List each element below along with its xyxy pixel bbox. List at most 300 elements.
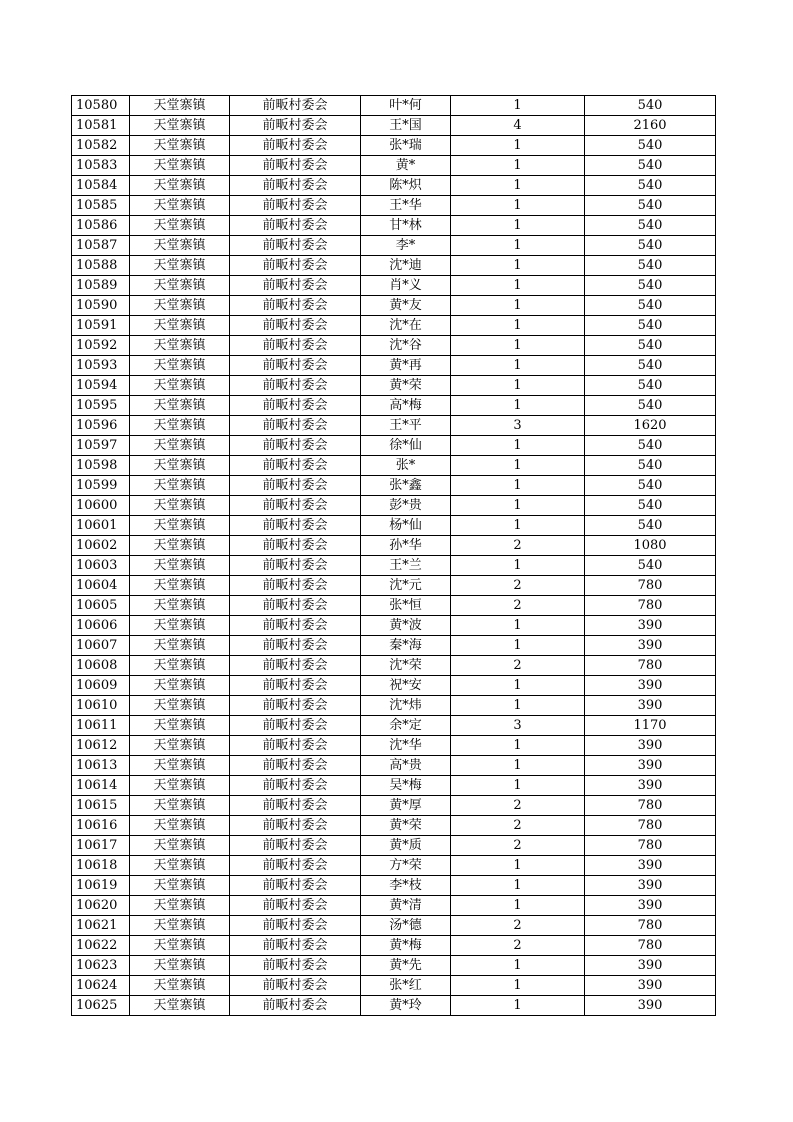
amount-cell: 540 (585, 136, 716, 156)
town-cell: 天堂寨镇 (130, 456, 230, 476)
count-cell: 1 (451, 516, 585, 536)
table-row (72, 596, 716, 616)
village-cell: 前畈村委会 (230, 756, 361, 776)
name-cell: 王*平 (361, 416, 451, 436)
amount-cell: 1080 (585, 536, 716, 556)
count-cell: 1 (451, 376, 585, 396)
name-cell: 黄*波 (361, 616, 451, 636)
table-row (72, 556, 716, 576)
name-cell: 方*荣 (361, 856, 451, 876)
table-row (72, 516, 716, 536)
name-cell: 沈*元 (361, 576, 451, 596)
village-cell: 前畈村委会 (230, 916, 361, 936)
town-cell: 天堂寨镇 (130, 656, 230, 676)
count-cell: 3 (451, 416, 585, 436)
name-cell: 黄*玲 (361, 996, 451, 1016)
village-cell: 前畈村委会 (230, 716, 361, 736)
name-cell: 徐*仙 (361, 436, 451, 456)
count-cell: 1 (451, 896, 585, 916)
table-row (72, 216, 716, 236)
count-cell: 1 (451, 276, 585, 296)
count-cell: 1 (451, 636, 585, 656)
town-cell: 天堂寨镇 (130, 176, 230, 196)
row-id-cell: 10624 (72, 976, 130, 996)
town-cell: 天堂寨镇 (130, 476, 230, 496)
table-row (72, 536, 716, 556)
name-cell: 秦*海 (361, 636, 451, 656)
table-row (72, 136, 716, 156)
town-cell: 天堂寨镇 (130, 896, 230, 916)
name-cell: 余*定 (361, 716, 451, 736)
row-id-cell: 10608 (72, 656, 130, 676)
table-row (72, 416, 716, 436)
amount-cell: 780 (585, 916, 716, 936)
amount-cell: 540 (585, 216, 716, 236)
count-cell: 1 (451, 396, 585, 416)
row-id-cell: 10615 (72, 796, 130, 816)
count-cell: 1 (451, 976, 585, 996)
count-cell: 1 (451, 96, 585, 116)
table-row (72, 696, 716, 716)
amount-cell: 390 (585, 896, 716, 916)
village-cell: 前畈村委会 (230, 416, 361, 436)
row-id-cell: 10583 (72, 156, 130, 176)
row-id-cell: 10591 (72, 316, 130, 336)
table-row (72, 736, 716, 756)
town-cell: 天堂寨镇 (130, 716, 230, 736)
amount-cell: 540 (585, 516, 716, 536)
village-cell: 前畈村委会 (230, 136, 361, 156)
table-row (72, 676, 716, 696)
name-cell: 黄*友 (361, 296, 451, 316)
row-id-cell: 10595 (72, 396, 130, 416)
town-cell: 天堂寨镇 (130, 796, 230, 816)
amount-cell: 540 (585, 436, 716, 456)
row-id-cell: 10620 (72, 896, 130, 916)
village-cell: 前畈村委会 (230, 636, 361, 656)
amount-cell: 540 (585, 316, 716, 336)
town-cell: 天堂寨镇 (130, 516, 230, 536)
name-cell: 黄*荣 (361, 816, 451, 836)
row-id-cell: 10599 (72, 476, 130, 496)
town-cell: 天堂寨镇 (130, 416, 230, 436)
amount-cell: 780 (585, 656, 716, 676)
village-cell: 前畈村委会 (230, 396, 361, 416)
village-cell: 前畈村委会 (230, 296, 361, 316)
row-id-cell: 10606 (72, 616, 130, 636)
count-cell: 4 (451, 116, 585, 136)
amount-cell: 390 (585, 696, 716, 716)
village-cell: 前畈村委会 (230, 236, 361, 256)
village-cell: 前畈村委会 (230, 456, 361, 476)
town-cell: 天堂寨镇 (130, 696, 230, 716)
table-row (72, 576, 716, 596)
town-cell: 天堂寨镇 (130, 336, 230, 356)
amount-cell: 390 (585, 856, 716, 876)
count-cell: 2 (451, 816, 585, 836)
name-cell: 陈*炽 (361, 176, 451, 196)
amount-cell: 780 (585, 796, 716, 816)
town-cell: 天堂寨镇 (130, 136, 230, 156)
amount-cell: 390 (585, 996, 716, 1016)
count-cell: 1 (451, 456, 585, 476)
count-cell: 1 (451, 556, 585, 576)
amount-cell: 2160 (585, 116, 716, 136)
amount-cell: 780 (585, 836, 716, 856)
amount-cell: 540 (585, 276, 716, 296)
table-row (72, 636, 716, 656)
table-row (72, 916, 716, 936)
row-id-cell: 10601 (72, 516, 130, 536)
amount-cell: 780 (585, 596, 716, 616)
town-cell: 天堂寨镇 (130, 196, 230, 216)
table-row (72, 296, 716, 316)
name-cell: 张*恒 (361, 596, 451, 616)
town-cell: 天堂寨镇 (130, 756, 230, 776)
name-cell: 王*国 (361, 116, 451, 136)
village-cell: 前畈村委会 (230, 536, 361, 556)
count-cell: 1 (451, 356, 585, 376)
count-cell: 1 (451, 696, 585, 716)
village-cell: 前畈村委会 (230, 116, 361, 136)
table-row (72, 236, 716, 256)
table-row (72, 156, 716, 176)
row-id-cell: 10610 (72, 696, 130, 716)
table-row (72, 876, 716, 896)
village-cell: 前畈村委会 (230, 956, 361, 976)
count-cell: 1 (451, 176, 585, 196)
village-cell: 前畈村委会 (230, 276, 361, 296)
table-row (72, 276, 716, 296)
village-cell: 前畈村委会 (230, 476, 361, 496)
town-cell: 天堂寨镇 (130, 436, 230, 456)
count-cell: 1 (451, 296, 585, 316)
row-id-cell: 10619 (72, 876, 130, 896)
village-cell: 前畈村委会 (230, 896, 361, 916)
amount-cell: 540 (585, 376, 716, 396)
table-body (72, 96, 716, 1016)
count-cell: 1 (451, 336, 585, 356)
town-cell: 天堂寨镇 (130, 576, 230, 596)
table-row (72, 196, 716, 216)
village-cell: 前畈村委会 (230, 996, 361, 1016)
table-row (72, 956, 716, 976)
count-cell: 1 (451, 876, 585, 896)
town-cell: 天堂寨镇 (130, 96, 230, 116)
count-cell: 1 (451, 216, 585, 236)
amount-cell: 1170 (585, 716, 716, 736)
village-cell: 前畈村委会 (230, 96, 361, 116)
town-cell: 天堂寨镇 (130, 296, 230, 316)
row-id-cell: 10617 (72, 836, 130, 856)
count-cell: 1 (451, 316, 585, 336)
count-cell: 1 (451, 476, 585, 496)
town-cell: 天堂寨镇 (130, 116, 230, 136)
count-cell: 1 (451, 236, 585, 256)
name-cell: 王*兰 (361, 556, 451, 576)
village-cell: 前畈村委会 (230, 256, 361, 276)
amount-cell: 390 (585, 976, 716, 996)
name-cell: 黄*厚 (361, 796, 451, 816)
town-cell: 天堂寨镇 (130, 776, 230, 796)
village-cell: 前畈村委会 (230, 796, 361, 816)
row-id-cell: 10605 (72, 596, 130, 616)
village-cell: 前畈村委会 (230, 436, 361, 456)
name-cell: 黄*梅 (361, 936, 451, 956)
row-id-cell: 10590 (72, 296, 130, 316)
table-row (72, 816, 716, 836)
town-cell: 天堂寨镇 (130, 876, 230, 896)
amount-cell: 540 (585, 256, 716, 276)
amount-cell: 390 (585, 756, 716, 776)
table-row (72, 936, 716, 956)
town-cell: 天堂寨镇 (130, 376, 230, 396)
village-cell: 前畈村委会 (230, 836, 361, 856)
town-cell: 天堂寨镇 (130, 156, 230, 176)
count-cell: 1 (451, 996, 585, 1016)
amount-cell: 540 (585, 296, 716, 316)
name-cell: 张*鑫 (361, 476, 451, 496)
table-row (72, 496, 716, 516)
amount-cell: 390 (585, 736, 716, 756)
count-cell: 1 (451, 136, 585, 156)
amount-cell: 390 (585, 676, 716, 696)
count-cell: 1 (451, 956, 585, 976)
row-id-cell: 10596 (72, 416, 130, 436)
town-cell: 天堂寨镇 (130, 836, 230, 856)
row-id-cell: 10597 (72, 436, 130, 456)
village-cell: 前畈村委会 (230, 356, 361, 376)
table-row (72, 776, 716, 796)
name-cell: 彭*贵 (361, 496, 451, 516)
name-cell: 沈*谷 (361, 336, 451, 356)
name-cell: 沈*华 (361, 736, 451, 756)
amount-cell: 540 (585, 556, 716, 576)
village-cell: 前畈村委会 (230, 696, 361, 716)
village-cell: 前畈村委会 (230, 736, 361, 756)
town-cell: 天堂寨镇 (130, 236, 230, 256)
name-cell: 沈*在 (361, 316, 451, 336)
town-cell: 天堂寨镇 (130, 936, 230, 956)
row-id-cell: 10586 (72, 216, 130, 236)
town-cell: 天堂寨镇 (130, 256, 230, 276)
village-cell: 前畈村委会 (230, 496, 361, 516)
village-cell: 前畈村委会 (230, 316, 361, 336)
village-cell: 前畈村委会 (230, 816, 361, 836)
table-row (72, 336, 716, 356)
data-table (71, 95, 716, 1016)
table-row (72, 256, 716, 276)
town-cell: 天堂寨镇 (130, 976, 230, 996)
town-cell: 天堂寨镇 (130, 856, 230, 876)
town-cell: 天堂寨镇 (130, 216, 230, 236)
row-id-cell: 10580 (72, 96, 130, 116)
amount-cell: 390 (585, 616, 716, 636)
town-cell: 天堂寨镇 (130, 596, 230, 616)
table-row (72, 176, 716, 196)
amount-cell: 390 (585, 956, 716, 976)
row-id-cell: 10613 (72, 756, 130, 776)
table-row (72, 396, 716, 416)
row-id-cell: 10623 (72, 956, 130, 976)
town-cell: 天堂寨镇 (130, 616, 230, 636)
name-cell: 黄*再 (361, 356, 451, 376)
name-cell: 张* (361, 456, 451, 476)
amount-cell: 390 (585, 876, 716, 896)
table-row (72, 656, 716, 676)
count-cell: 1 (451, 776, 585, 796)
village-cell: 前畈村委会 (230, 856, 361, 876)
table-row (72, 376, 716, 396)
amount-cell: 540 (585, 176, 716, 196)
row-id-cell: 10582 (72, 136, 130, 156)
count-cell: 2 (451, 796, 585, 816)
name-cell: 祝*安 (361, 676, 451, 696)
town-cell: 天堂寨镇 (130, 736, 230, 756)
amount-cell: 780 (585, 816, 716, 836)
row-id-cell: 10588 (72, 256, 130, 276)
row-id-cell: 10618 (72, 856, 130, 876)
amount-cell: 540 (585, 496, 716, 516)
village-cell: 前畈村委会 (230, 556, 361, 576)
town-cell: 天堂寨镇 (130, 496, 230, 516)
name-cell: 张*红 (361, 976, 451, 996)
row-id-cell: 10594 (72, 376, 130, 396)
village-cell: 前畈村委会 (230, 776, 361, 796)
count-cell: 2 (451, 656, 585, 676)
count-cell: 2 (451, 536, 585, 556)
village-cell: 前畈村委会 (230, 196, 361, 216)
count-cell: 1 (451, 156, 585, 176)
table-row (72, 476, 716, 496)
table-row (72, 356, 716, 376)
amount-cell: 780 (585, 576, 716, 596)
count-cell: 1 (451, 496, 585, 516)
row-id-cell: 10589 (72, 276, 130, 296)
amount-cell: 540 (585, 336, 716, 356)
amount-cell: 390 (585, 776, 716, 796)
count-cell: 2 (451, 596, 585, 616)
amount-cell: 540 (585, 356, 716, 376)
village-cell: 前畈村委会 (230, 616, 361, 636)
town-cell: 天堂寨镇 (130, 676, 230, 696)
name-cell: 张*瑞 (361, 136, 451, 156)
name-cell: 吴*梅 (361, 776, 451, 796)
row-id-cell: 10603 (72, 556, 130, 576)
village-cell: 前畈村委会 (230, 876, 361, 896)
name-cell: 沈*荣 (361, 656, 451, 676)
table-row (72, 436, 716, 456)
row-id-cell: 10616 (72, 816, 130, 836)
table-row (72, 316, 716, 336)
amount-cell: 540 (585, 476, 716, 496)
table-row (72, 976, 716, 996)
row-id-cell: 10625 (72, 996, 130, 1016)
village-cell: 前畈村委会 (230, 156, 361, 176)
row-id-cell: 10600 (72, 496, 130, 516)
table-row (72, 896, 716, 916)
row-id-cell: 10581 (72, 116, 130, 136)
amount-cell: 540 (585, 236, 716, 256)
village-cell: 前畈村委会 (230, 176, 361, 196)
town-cell: 天堂寨镇 (130, 916, 230, 936)
amount-cell: 540 (585, 456, 716, 476)
name-cell: 杨*仙 (361, 516, 451, 536)
amount-cell: 540 (585, 196, 716, 216)
row-id-cell: 10587 (72, 236, 130, 256)
count-cell: 3 (451, 716, 585, 736)
row-id-cell: 10609 (72, 676, 130, 696)
row-id-cell: 10607 (72, 636, 130, 656)
count-cell: 2 (451, 916, 585, 936)
village-cell: 前畈村委会 (230, 936, 361, 956)
table-row (72, 616, 716, 636)
row-id-cell: 10621 (72, 916, 130, 936)
count-cell: 1 (451, 616, 585, 636)
table-row (72, 456, 716, 476)
row-id-cell: 10604 (72, 576, 130, 596)
count-cell: 1 (451, 256, 585, 276)
count-cell: 2 (451, 936, 585, 956)
table-row (72, 836, 716, 856)
village-cell: 前畈村委会 (230, 376, 361, 396)
table-row (72, 756, 716, 776)
name-cell: 高*贵 (361, 756, 451, 776)
name-cell: 李*枝 (361, 876, 451, 896)
row-id-cell: 10614 (72, 776, 130, 796)
town-cell: 天堂寨镇 (130, 316, 230, 336)
town-cell: 天堂寨镇 (130, 816, 230, 836)
village-cell: 前畈村委会 (230, 336, 361, 356)
village-cell: 前畈村委会 (230, 576, 361, 596)
town-cell: 天堂寨镇 (130, 996, 230, 1016)
village-cell: 前畈村委会 (230, 596, 361, 616)
name-cell: 叶*何 (361, 96, 451, 116)
village-cell: 前畈村委会 (230, 656, 361, 676)
village-cell: 前畈村委会 (230, 976, 361, 996)
row-id-cell: 10592 (72, 336, 130, 356)
name-cell: 黄*清 (361, 896, 451, 916)
amount-cell: 390 (585, 636, 716, 656)
count-cell: 2 (451, 576, 585, 596)
name-cell: 沈*迪 (361, 256, 451, 276)
table-row (72, 856, 716, 876)
name-cell: 黄* (361, 156, 451, 176)
name-cell: 黄*质 (361, 836, 451, 856)
table-row (72, 96, 716, 116)
count-cell: 1 (451, 196, 585, 216)
count-cell: 1 (451, 436, 585, 456)
amount-cell: 540 (585, 156, 716, 176)
name-cell: 黄*荣 (361, 376, 451, 396)
town-cell: 天堂寨镇 (130, 356, 230, 376)
amount-cell: 1620 (585, 416, 716, 436)
name-cell: 黄*先 (361, 956, 451, 976)
table-row (72, 796, 716, 816)
amount-cell: 540 (585, 96, 716, 116)
name-cell: 孙*华 (361, 536, 451, 556)
town-cell: 天堂寨镇 (130, 536, 230, 556)
count-cell: 1 (451, 676, 585, 696)
count-cell: 1 (451, 856, 585, 876)
row-id-cell: 10584 (72, 176, 130, 196)
row-id-cell: 10593 (72, 356, 130, 376)
town-cell: 天堂寨镇 (130, 276, 230, 296)
village-cell: 前畈村委会 (230, 516, 361, 536)
count-cell: 1 (451, 736, 585, 756)
village-cell: 前畈村委会 (230, 216, 361, 236)
village-cell: 前畈村委会 (230, 676, 361, 696)
